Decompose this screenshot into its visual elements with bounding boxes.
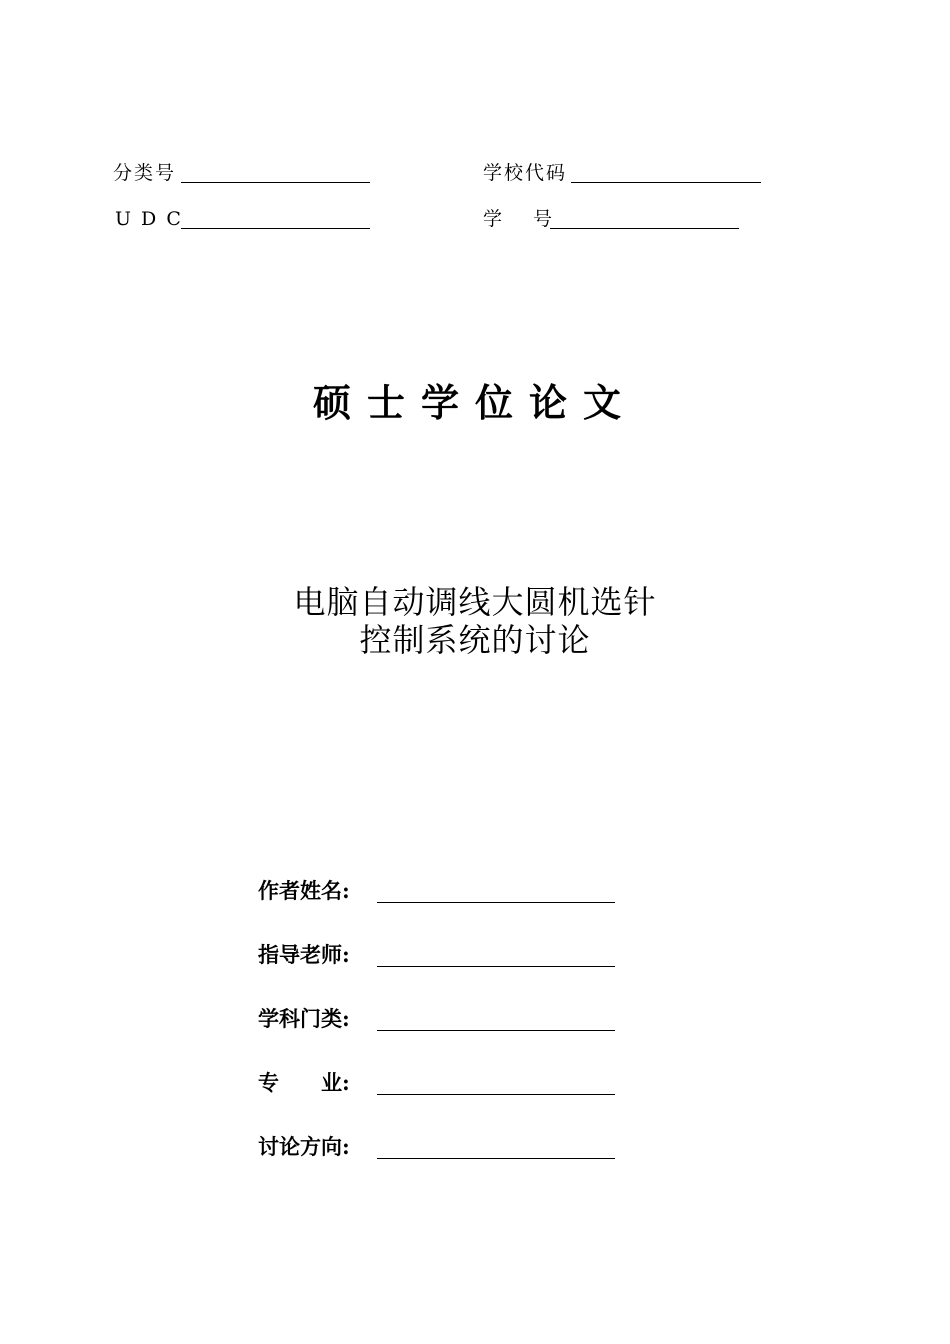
- research-direction-field-line: [377, 1158, 615, 1159]
- author-name-field-line: [377, 902, 615, 903]
- udc-field-line: [181, 228, 370, 229]
- school-code-label: 学校代码: [483, 162, 568, 184]
- school-code-field-line: [571, 182, 761, 183]
- classification-label: 分类号: [113, 162, 177, 184]
- thesis-type-title: 硕士学位论文: [312, 380, 637, 425]
- advisor-field-line: [377, 966, 615, 967]
- author-name-label: 作者姓名:: [258, 878, 350, 903]
- research-direction-label: 讨论方向:: [258, 1134, 350, 1159]
- thesis-title-line-2: 控制系统的讨论: [359, 621, 591, 659]
- advisor-label: 指导老师:: [258, 942, 350, 967]
- student-id-field-line: [550, 228, 739, 229]
- major-field-line: [377, 1094, 615, 1095]
- student-id-label: 学 号: [483, 208, 555, 230]
- udc-label: U D C: [115, 208, 183, 230]
- major-label: 专 业:: [258, 1070, 350, 1095]
- discipline-field-line: [377, 1030, 615, 1031]
- thesis-title-line-1: 电脑自动调线大圆机选针: [293, 583, 657, 621]
- discipline-label: 学科门类:: [258, 1006, 350, 1031]
- classification-field-line: [181, 182, 370, 183]
